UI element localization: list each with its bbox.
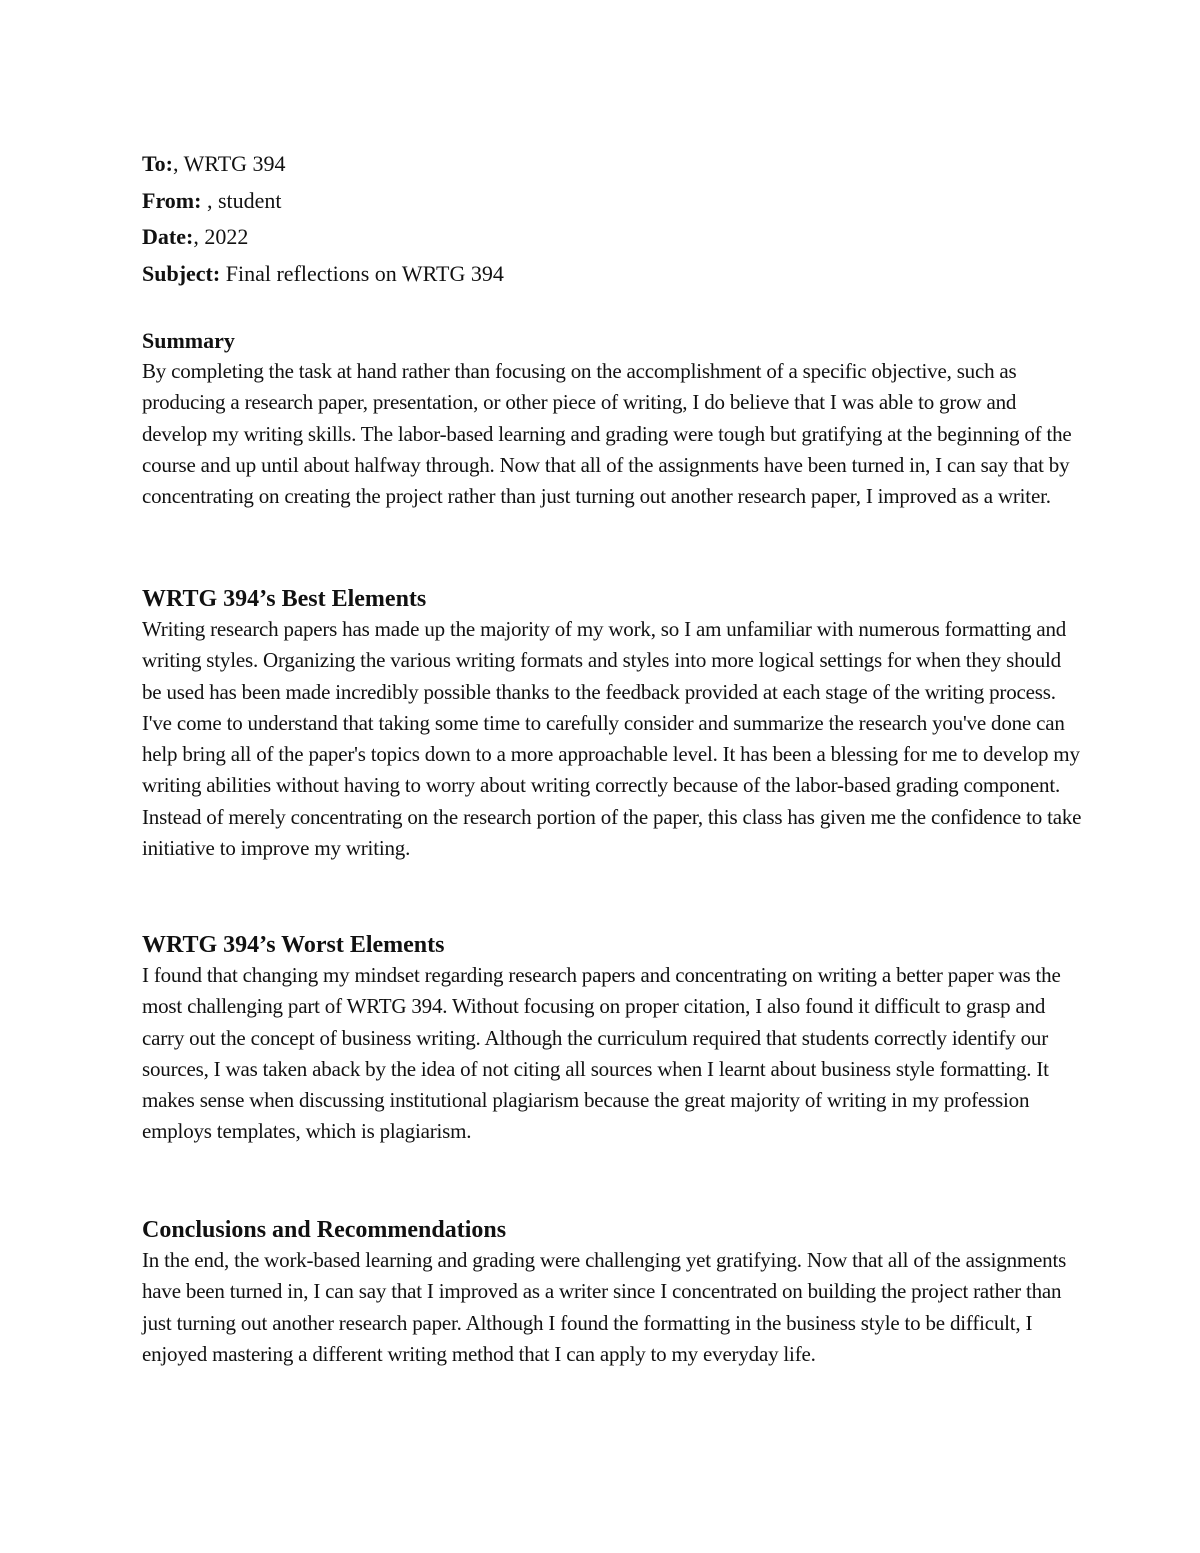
memo-from-line xyxy=(142,183,1082,220)
memo-date-line xyxy=(142,219,1082,256)
section-heading-worst-elements: WRTG 394’s Worst Elements xyxy=(142,932,445,958)
memo-to-label: To: xyxy=(142,151,173,176)
section-worst-elements xyxy=(142,930,1082,1148)
memo-to-value: , WRTG 394 xyxy=(172,151,286,176)
memo-date-value: , 2022 xyxy=(193,224,249,249)
section-conclusions xyxy=(142,1215,1082,1370)
section-body-worst-elements: I found that changing my mindset regarding research papers and concentrating on writing a better paper was the most challenging part of WRTG 394. Without focusing on proper citation, I also found it difficult to grasp and carry out the concept of business writing. Although the curriculum required that students correctly identify our sources, I was taken aback by the idea of not citing all sources when I learnt about business style formatting. It makes sense when discussing institutional plagiarism because the great majority of writing in my profession employs templates, which is plagiarism. xyxy=(142,963,1061,1144)
section-best-elements xyxy=(142,584,1082,864)
memo-subject-value: Final reflections on WRTG 394 xyxy=(220,260,504,286)
memo-to-line xyxy=(142,146,1082,183)
section-heading-summary: Summary xyxy=(142,328,235,353)
memo-subject-line xyxy=(142,256,1082,293)
section-body-conclusions: In the end, the work-based learning and grading were challenging yet gratifying. Now that all of the assignments have been turned in, I can say that I improved as a writer since I concentrated on building the project rather than just turning out another research paper. Although I found the formatting in the business style to be difficult, I enjoyed mastering a different writing method that I can apply to my everyday life. xyxy=(142,1248,1067,1366)
memo-header xyxy=(142,146,1082,292)
section-body-summary: By completing the task at hand rather than focusing on the accomplishment of a specific objective, such as producing a research paper, presentation, or other piece of writing, I do believe that I was able to grow and develop my writing skills. The labor-based learning and grading were tough but gratifying at the beginning of the course and up until about halfway through. Now that all of the assignments have been turned in, I can say that by concentrating on creating the project rather than just turning out another research paper, I improved as a writer. xyxy=(142,359,1072,509)
section-summary xyxy=(142,326,1082,512)
section-body-best-elements: Writing research papers has made up the majority of my work, so I am unfamiliar with numerous formatting and writing styles. Organizing the various writing formats and styles into more logical settings for when they should be used has been made incredibly possible thanks to the feedback provided at each stage of the writing process. I've come to understand that taking some time to carefully consider and summarize the research you've done can help bring all of the paper's topics down to a more approachable level. It has been a blessing for me to develop my writing abilities without having to worry about writing correctly because of the labor-based grading component. Instead of merely concentrating on the research portion of the paper, this class has given me the confidence to take initiative to improve my writing. xyxy=(142,617,1082,861)
memo-date-label: Date: xyxy=(142,224,194,249)
memo-from-label: From: xyxy=(142,187,202,213)
memo-subject-label: Subject: xyxy=(142,260,221,286)
section-heading-conclusions: Conclusions and Recommendations xyxy=(142,1217,507,1243)
section-heading-best-elements: WRTG 394’s Best Elements xyxy=(142,586,427,612)
memo-from-value: , student xyxy=(201,187,282,213)
